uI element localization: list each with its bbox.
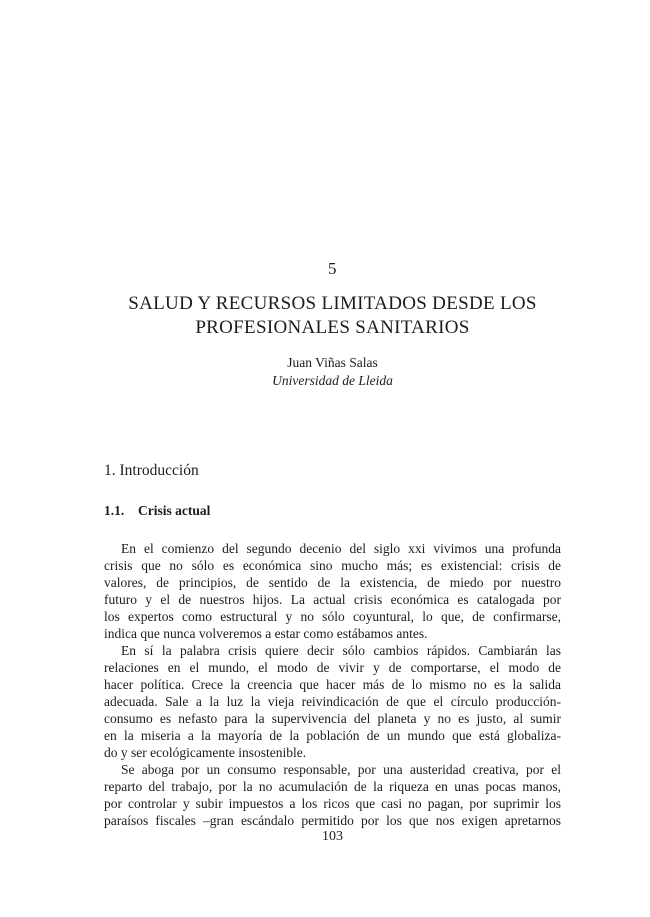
paragraph-line: Se aboga por un consumo responsable, por una austeridad creativa, por el <box>121 762 561 777</box>
author-affiliation: Universidad de Lleida <box>272 373 393 388</box>
subsection-title: Crisis actual <box>138 503 211 518</box>
paragraph-line: relaciones en el mundo, el modo de vivir y de comportarse, el modo de <box>104 660 561 675</box>
page-number: 103 <box>322 829 343 844</box>
paragraph-line: En el comienzo del segundo decenio del siglo xxi vivimos una profunda <box>121 541 561 556</box>
paragraph-line: adecuada. Sale a la luz la vieja reivindicación de que el círculo producción- <box>104 694 561 709</box>
paragraph-line: crisis que no sólo es económica sino mucho más; es existencial: crisis de <box>104 558 561 573</box>
paragraph-line: paraísos fiscales –gran escándalo permitido por los que nos exigen apretarnos <box>104 813 561 828</box>
paragraph-line: en la miseria a la mayoría de la población de un mundo que está globaliza- <box>104 728 561 743</box>
paragraph-line: do y ser ecológicamente insostenible. <box>104 745 307 760</box>
paragraph-line: En sí la palabra crisis quiere decir sólo cambios rápidos. Cambiarán las <box>121 643 561 658</box>
paragraph-line: por controlar y subir impuestos a los ricos que casi no pagan, por suprimir los <box>104 796 561 811</box>
paragraph-line: los expertos como estructural y no sólo coyuntural, lo que, de confirmarse, <box>104 609 561 624</box>
paragraph-line: reparto del trabajo, por la no acumulación de la riqueza en unas pocas manos, <box>104 779 561 794</box>
paragraph-line: consumo es nefasto para la supervivencia del planeta y no es justo, al sumir <box>104 711 561 726</box>
author-name: Juan Viñas Salas <box>287 355 378 370</box>
paragraph-line: indica que nunca volveremos a estar como estábamos antes. <box>104 626 428 641</box>
paragraph-line: hacer política. Crece la creencia que hacer más de lo mismo no es la salida <box>104 677 561 692</box>
chapter-title <box>0 292 650 340</box>
section-heading: 1. Introducción <box>104 462 199 479</box>
paragraph-line: valores, de principios, de sentido de la existencia, de miedo por nuestro <box>104 575 561 590</box>
subsection-heading <box>104 503 210 519</box>
body-text <box>104 540 561 829</box>
chapter-number: 5 <box>328 259 337 278</box>
chapter-title-line: PROFESIONALES SANITARIOS <box>195 317 470 338</box>
chapter-title-line: SALUD Y RECURSOS LIMITADOS DESDE LOS <box>128 293 537 314</box>
paragraph-line: futuro y el de nuestros hijos. La actual crisis económica es catalogada por <box>104 592 561 607</box>
subsection-number: 1.1. <box>104 503 125 518</box>
